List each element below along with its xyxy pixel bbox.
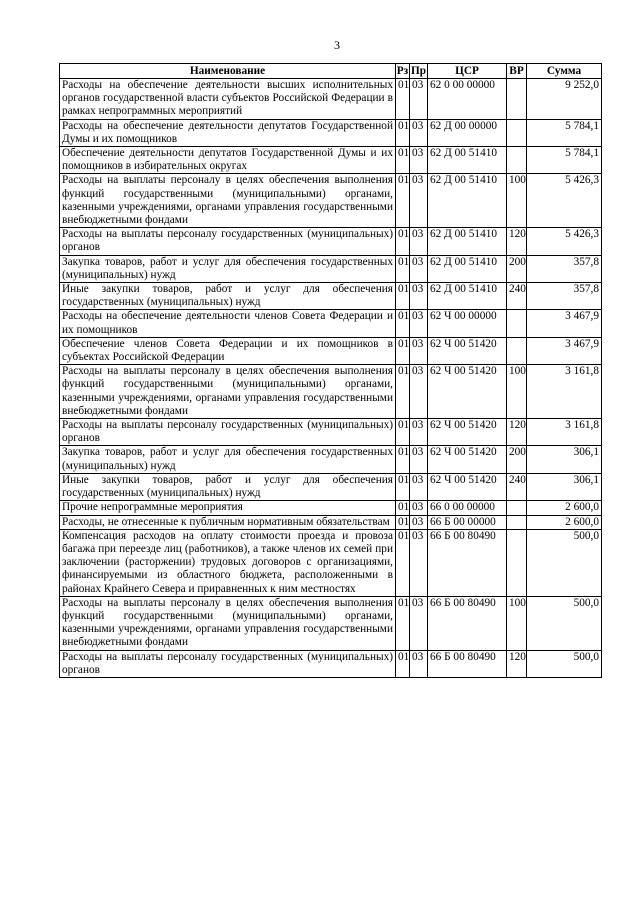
row-vr-cell — [507, 501, 527, 515]
row-pr-cell: 03 — [410, 337, 428, 364]
row-pr-cell: 03 — [410, 473, 428, 500]
row-csr-cell: 62 Ч 00 51420 — [428, 419, 507, 446]
row-rz-cell: 01 — [396, 515, 410, 529]
row-rz-cell: 01 — [396, 596, 410, 650]
row-rz-cell: 01 — [396, 310, 410, 337]
row-pr-cell: 03 — [410, 365, 428, 419]
row-pr-cell: 03 — [410, 650, 428, 677]
row-vr-cell — [507, 529, 527, 596]
row-vr-cell: 200 — [507, 446, 527, 473]
row-sum-cell: 5 784,1 — [527, 119, 602, 146]
row-csr-cell: 62 Ч 00 51420 — [428, 365, 507, 419]
table-row — [60, 515, 602, 529]
row-vr-cell: 120 — [507, 228, 527, 255]
row-rz-cell: 01 — [396, 228, 410, 255]
row-pr-cell: 03 — [410, 501, 428, 515]
table-row — [60, 119, 602, 146]
row-sum-cell: 5 426,3 — [527, 228, 602, 255]
row-vr-cell — [507, 515, 527, 529]
row-pr-cell: 03 — [410, 283, 428, 310]
row-name-cell: Прочие непрограммные мероприятия — [60, 501, 396, 515]
row-sum-cell: 500,0 — [527, 529, 602, 596]
row-sum-cell: 500,0 — [527, 596, 602, 650]
row-rz-cell: 01 — [396, 174, 410, 228]
row-rz-cell: 01 — [396, 337, 410, 364]
row-rz-cell: 01 — [396, 255, 410, 282]
row-name-cell: Иные закупки товаров, работ и услуг для обеспечения государственных (муниципальных) нужд — [60, 283, 396, 310]
table-row — [60, 596, 602, 650]
header-name: Наименование — [60, 64, 396, 79]
row-csr-cell: 66 Б 00 80490 — [428, 596, 507, 650]
row-vr-cell: 100 — [507, 365, 527, 419]
row-sum-cell: 2 600,0 — [527, 501, 602, 515]
row-sum-cell: 9 252,0 — [527, 79, 602, 120]
row-csr-cell: 66 0 00 00000 — [428, 501, 507, 515]
table-row — [60, 529, 602, 596]
row-pr-cell: 03 — [410, 596, 428, 650]
row-sum-cell: 2 600,0 — [527, 515, 602, 529]
row-csr-cell: 62 Ч 00 00000 — [428, 310, 507, 337]
row-csr-cell: 62 Д 00 51410 — [428, 147, 507, 174]
row-pr-cell: 03 — [410, 147, 428, 174]
row-pr-cell: 03 — [410, 119, 428, 146]
row-csr-cell: 62 Д 00 51410 — [428, 255, 507, 282]
table-row — [60, 310, 602, 337]
row-pr-cell: 03 — [410, 174, 428, 228]
header-sum: Сумма — [527, 64, 602, 79]
row-rz-cell: 01 — [396, 650, 410, 677]
row-name-cell: Закупка товаров, работ и услуг для обеспечения государственных (муниципальных) нужд — [60, 446, 396, 473]
row-pr-cell: 03 — [410, 419, 428, 446]
row-name-cell: Компенсация расходов на оплату стоимости проезда и провоза багажа при переезде лиц (работников), а также членов их семей при заключении (расторжении) трудовых договоров с организациями, финансируемыми из областного бюджета, расположенными в районах Крайнего Севера и приравненных к ним местностях — [60, 529, 396, 596]
table-row — [60, 255, 602, 282]
table-row — [60, 473, 602, 500]
row-pr-cell: 03 — [410, 529, 428, 596]
row-vr-cell: 240 — [507, 283, 527, 310]
row-name-cell: Иные закупки товаров, работ и услуг для обеспечения государственных (муниципальных) нужд — [60, 473, 396, 500]
table-row — [60, 419, 602, 446]
row-name-cell: Расходы на выплаты персоналу государственных (муниципальных) органов — [60, 419, 396, 446]
row-vr-cell: 240 — [507, 473, 527, 500]
row-csr-cell: 62 Д 00 51410 — [428, 283, 507, 310]
row-rz-cell: 01 — [396, 119, 410, 146]
row-sum-cell: 3 467,9 — [527, 310, 602, 337]
row-vr-cell — [507, 119, 527, 146]
row-rz-cell: 01 — [396, 283, 410, 310]
row-csr-cell: 66 Б 00 80490 — [428, 529, 507, 596]
header-vr: ВР — [507, 64, 527, 79]
row-name-cell: Расходы на выплаты персоналу в целях обеспечения выполнения функций государственными (муниципальными) органами, казенными учреждениями, органами управления государственными внебюджетными фондами — [60, 174, 396, 228]
row-pr-cell: 03 — [410, 79, 428, 120]
row-vr-cell — [507, 337, 527, 364]
row-vr-cell — [507, 147, 527, 174]
row-csr-cell: 62 0 00 00000 — [428, 79, 507, 120]
row-csr-cell: 62 Ч 00 51420 — [428, 473, 507, 500]
row-csr-cell: 62 Д 00 51410 — [428, 174, 507, 228]
row-sum-cell: 5 784,1 — [527, 147, 602, 174]
row-name-cell: Расходы на выплаты персоналу в целях обеспечения выполнения функций государственными (муниципальными) органами, казенными учреждениями, органами управления государственными внебюджетными фондами — [60, 365, 396, 419]
table-row — [60, 365, 602, 419]
row-sum-cell: 3 161,8 — [527, 419, 602, 446]
header-rz: Рз — [396, 65, 409, 77]
row-csr-cell: 62 Ч 00 51420 — [428, 337, 507, 364]
row-name-cell: Расходы на выплаты персоналу государственных (муниципальных) органов — [60, 650, 396, 677]
row-sum-cell: 357,8 — [527, 283, 602, 310]
row-vr-cell: 120 — [507, 650, 527, 677]
row-pr-cell: 03 — [410, 228, 428, 255]
row-pr-cell: 03 — [410, 310, 428, 337]
row-name-cell: Расходы на выплаты персоналу в целях обеспечения выполнения функций государственными (муниципальными) органами, казенными учреждениями, органами управления государственными внебюджетными фондами — [60, 596, 396, 650]
budget-table — [59, 63, 602, 678]
header-csr: ЦСР — [428, 64, 507, 79]
row-name-cell: Расходы на выплаты персоналу государственных (муниципальных) органов — [60, 228, 396, 255]
table-row — [60, 228, 602, 255]
row-sum-cell: 306,1 — [527, 446, 602, 473]
row-sum-cell: 5 426,3 — [527, 174, 602, 228]
row-rz-cell: 01 — [396, 147, 410, 174]
row-name-cell: Закупка товаров, работ и услуг для обеспечения государственных (муниципальных) нужд — [60, 255, 396, 282]
row-name-cell: Расходы на обеспечение деятельности депутатов Государственной Думы и их помощников — [60, 119, 396, 146]
table-row — [60, 337, 602, 364]
row-rz-cell: 01 — [396, 473, 410, 500]
row-pr-cell: 03 — [410, 515, 428, 529]
table-row — [60, 446, 602, 473]
row-rz-cell: 01 — [396, 365, 410, 419]
row-vr-cell: 200 — [507, 255, 527, 282]
table-header-row — [60, 64, 602, 79]
table-row — [60, 147, 602, 174]
row-sum-cell: 357,8 — [527, 255, 602, 282]
row-name-cell: Обеспечение членов Совета Федерации и их помощников в субъектах Российской Федерации — [60, 337, 396, 364]
header-pr: Пр — [410, 65, 427, 77]
row-csr-cell: 62 Д 00 00000 — [428, 119, 507, 146]
table-row — [60, 79, 602, 120]
table-body — [60, 79, 602, 678]
row-vr-cell — [507, 79, 527, 120]
row-rz-cell: 01 — [396, 446, 410, 473]
page-number: 3 — [334, 38, 340, 52]
row-sum-cell: 3 467,9 — [527, 337, 602, 364]
table-row — [60, 174, 602, 228]
row-pr-cell: 03 — [410, 255, 428, 282]
row-pr-cell: 03 — [410, 446, 428, 473]
row-name-cell: Расходы, не отнесенные к публичным нормативным обязательствам — [60, 515, 396, 529]
row-rz-cell: 01 — [396, 529, 410, 596]
table-row — [60, 501, 602, 515]
row-rz-cell: 01 — [396, 501, 410, 515]
row-name-cell: Расходы на обеспечение деятельности высших исполнительных органов государственной власти субъектов Российской Федерации в рамках непрограммных мероприятий — [60, 79, 396, 120]
table-row — [60, 650, 602, 677]
row-sum-cell: 500,0 — [527, 650, 602, 677]
row-sum-cell: 306,1 — [527, 473, 602, 500]
row-csr-cell: 62 Д 00 51410 — [428, 228, 507, 255]
row-vr-cell: 100 — [507, 174, 527, 228]
row-vr-cell — [507, 310, 527, 337]
row-rz-cell: 01 — [396, 419, 410, 446]
row-vr-cell: 120 — [507, 419, 527, 446]
row-sum-cell: 3 161,8 — [527, 365, 602, 419]
row-csr-cell: 62 Ч 00 51420 — [428, 446, 507, 473]
table-row — [60, 283, 602, 310]
row-rz-cell: 01 — [396, 79, 410, 120]
row-csr-cell: 66 Б 00 00000 — [428, 515, 507, 529]
row-name-cell: Обеспечение деятельности депутатов Государственной Думы и их помощников в избирательных округах — [60, 147, 396, 174]
row-name-cell: Расходы на обеспечение деятельности членов Совета Федерации и их помощников — [60, 310, 396, 337]
row-vr-cell: 100 — [507, 596, 527, 650]
row-csr-cell: 66 Б 00 80490 — [428, 650, 507, 677]
